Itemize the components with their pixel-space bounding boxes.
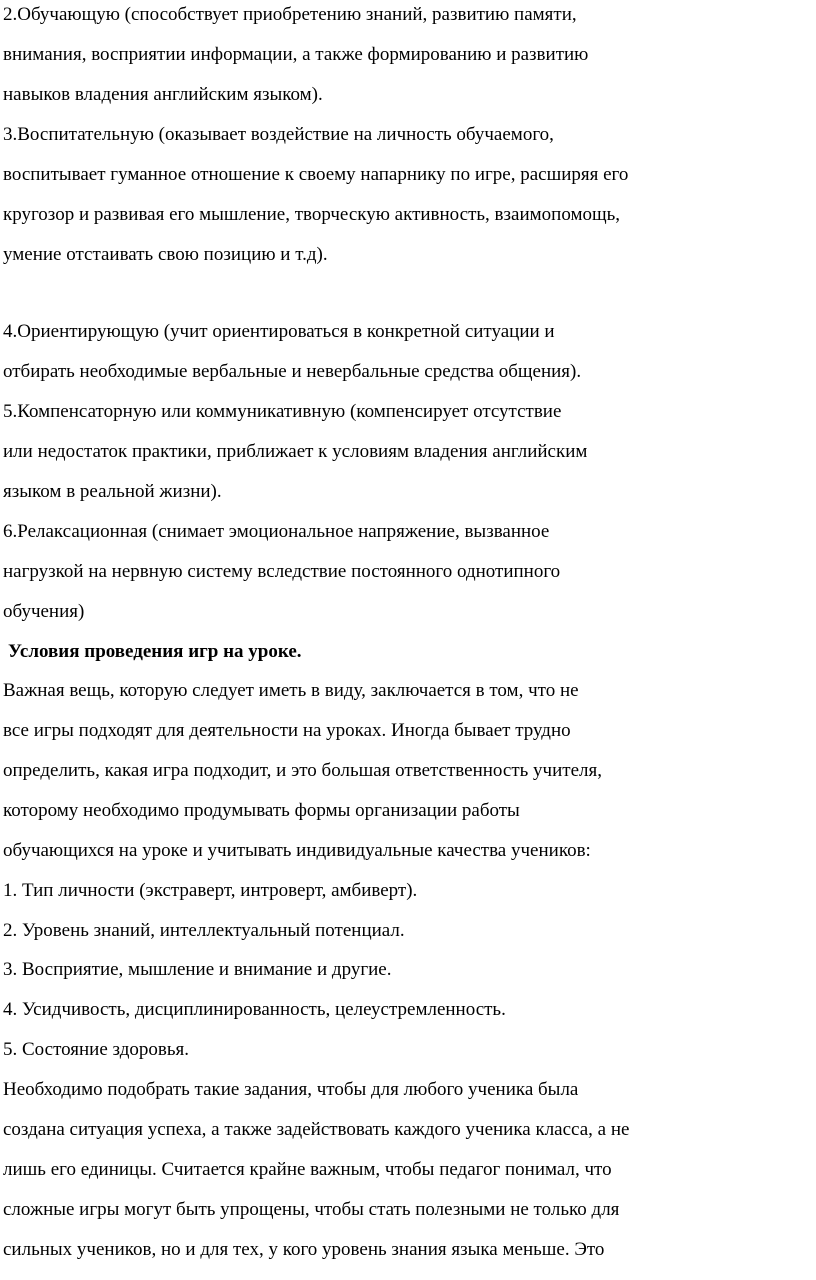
- text-line: сильных учеников, но и для тех, у кого уровень знания языка меньше. Это: [3, 1239, 605, 1260]
- text-line: нагрузкой на нервную систему вследствие постоянного однотипного: [3, 561, 561, 582]
- text-line: воспитывает гуманное отношение к своему напарнику по игре, расширяя его: [3, 164, 629, 185]
- text-line: 3.Воспитательную (оказывает воздействие на личность обучаемого,: [3, 124, 554, 145]
- list-item: 1. Тип личности (экстраверт, интроверт, амбиверт).: [3, 880, 418, 901]
- text-line: обучения): [3, 601, 85, 622]
- list-item: 2. Уровень знаний, интеллектуальный потенциал.: [3, 920, 405, 941]
- text-line: языком в реальной жизни).: [3, 481, 222, 502]
- text-line: все игры подходят для деятельности на уроках. Иногда бывает трудно: [3, 720, 571, 741]
- text-line: 5.Компенсаторную или коммуникативную (компенсирует отсутствие: [3, 401, 562, 422]
- text-line: 2.Обучающую (способствует приобретению знаний, развитию памяти,: [3, 4, 577, 25]
- text-line: Необходимо подобрать такие задания, чтобы для любого ученика была: [3, 1079, 579, 1100]
- list-item: 3. Восприятие, мышление и внимание и другие.: [3, 959, 392, 980]
- section-heading: Условия проведения игр на уроке.: [8, 641, 302, 662]
- list-item: 4. Усидчивость, дисциплинированность, целеустремленность.: [3, 999, 506, 1020]
- text-line: навыков владения английским языком).: [3, 84, 323, 105]
- text-line: внимания, восприятии информации, а также формированию и развитию: [3, 44, 589, 65]
- text-line: 6.Релаксационная (снимает эмоциональное напряжение, вызванное: [3, 521, 550, 542]
- text-line: отбирать необходимые вербальные и невербальные средства общения).: [3, 361, 582, 382]
- text-line: умение отстаивать свою позицию и т.д).: [3, 244, 328, 265]
- text-line: Важная вещь, которую следует иметь в виду, заключается в том, что не: [3, 680, 579, 701]
- text-line: обучающихся на уроке и учитывать индивидуальные качества учеников:: [3, 840, 591, 861]
- text-line: определить, какая игра подходит, и это большая ответственность учителя,: [3, 760, 602, 781]
- text-line: которому необходимо продумывать формы организации работы: [3, 800, 520, 821]
- list-item: 5. Состояние здоровья.: [3, 1039, 189, 1060]
- text-line: кругозор и развивая его мышление, творческую активность, взаимопомощь,: [3, 204, 621, 225]
- text-line: сложные игры могут быть упрощены, чтобы стать полезными не только для: [3, 1199, 620, 1220]
- text-line: лишь его единицы. Считается крайне важным, чтобы педагог понимал, что: [3, 1159, 612, 1180]
- text-line: создана ситуация успеха, а также задействовать каждого ученика класса, а не: [3, 1119, 630, 1140]
- text-line: 4.Ориентирующую (учит ориентироваться в конкретной ситуации и: [3, 321, 555, 342]
- text-line: или недостаток практики, приближает к условиям владения английским: [3, 441, 588, 462]
